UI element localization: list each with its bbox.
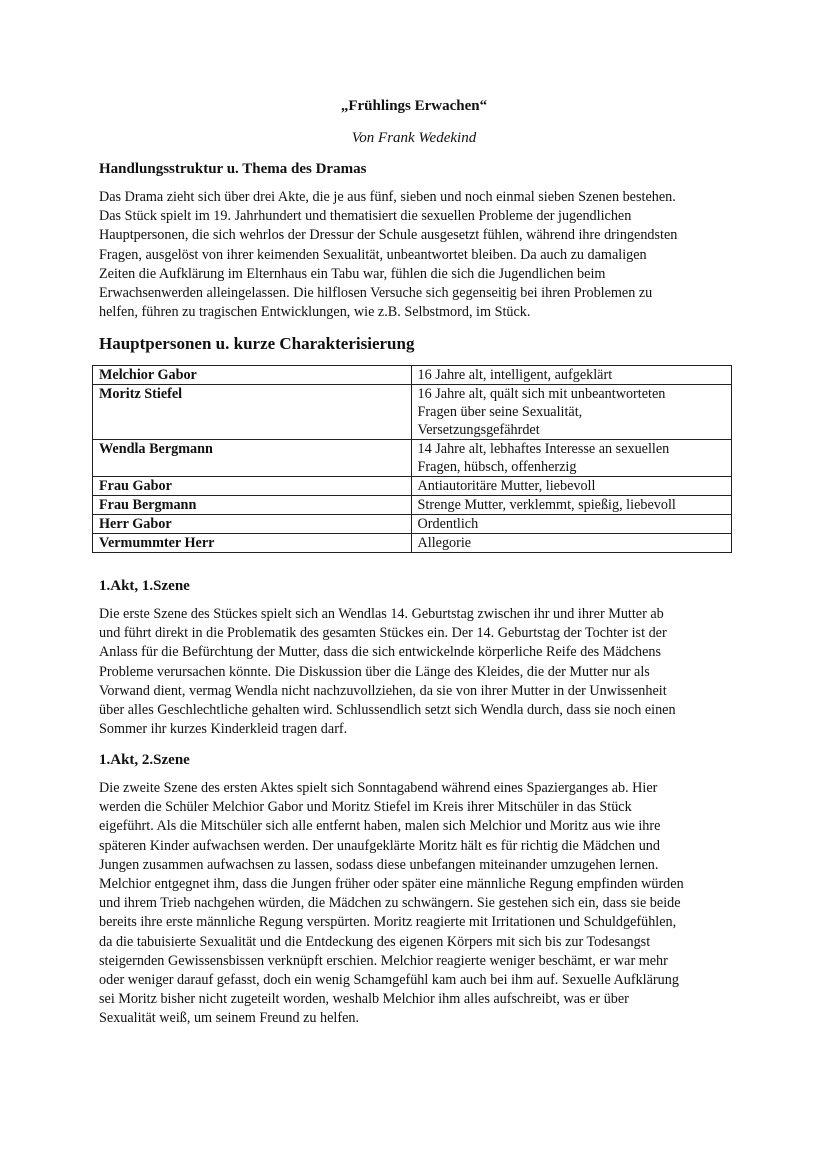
character-name: Wendla Bergmann — [93, 440, 412, 477]
text-line: Jungen zusammen aufwachsen zu lassen, sodass diese unbefangen miteinander umzugehen lernen. — [99, 856, 659, 873]
character-name: Melchior Gabor — [93, 366, 412, 385]
text-line: helfen, führen zu tragischen Entwicklungen, wie z.B. Selbstmord, im Stück. — [99, 304, 531, 321]
description-line: 14 Jahre alt, lebhaftes Interesse an sexuellen — [417, 441, 670, 457]
character-description — [411, 477, 731, 496]
character-name: Vermummter Herr — [93, 534, 412, 553]
description-line: 16 Jahre alt, quält sich mit unbeantworteten — [417, 386, 666, 402]
characters-table — [92, 365, 732, 553]
table-row — [93, 477, 732, 496]
character-name: Herr Gabor — [93, 515, 412, 534]
document-title: „Frühlings Erwachen“ — [340, 98, 488, 114]
text-line: Erwachsenwerden alleingelassen. Die hilflosen Versuche sich gegenseitig bei ihren Problemen zu — [99, 285, 653, 302]
text-line: Anlass für die Befürchtung der Mutter, dass die sich entwickelnde körperliche Reife des Mädchens — [99, 644, 662, 661]
paragraph-plot-structure — [99, 188, 739, 322]
text-line: steigernden Gewissensbissen verknüpft erschien. Melchior reagierte weniger beschämt, er war mehr — [99, 952, 668, 969]
character-description — [411, 385, 731, 440]
character-description — [411, 440, 731, 477]
description-line: 16 Jahre alt, intelligent, aufgeklärt — [417, 367, 613, 383]
table-row — [93, 515, 732, 534]
paragraph-act1-scene1 — [99, 605, 739, 739]
description-line: Antiautoritäre Mutter, liebevoll — [417, 478, 596, 494]
text-line: Fragen, ausgelöst von ihrer keimenden Sexualität, unbeantwortet bleiben. Da auch zu damaligen — [99, 246, 647, 263]
description-line: Strenge Mutter, verklemmt, spießig, liebevoll — [417, 497, 676, 513]
description-line: Versetzungsgefährdet — [417, 422, 540, 438]
character-description — [411, 496, 731, 515]
heading-act1-scene1: 1.Akt, 1.Szene — [99, 578, 190, 594]
text-line: über alles Geschlechtliche gehalten wird. Schlussendlich setzt sich Wendla durch, dass sie noch einen — [99, 702, 676, 719]
text-line: bereits ihre erste männliche Regung verspürten. Moritz reagierte mit Irritationen und Schuldgefühlen, — [99, 914, 677, 931]
text-line: Probleme verursachen könnte. Die Diskussion über die Länge des Kleides, die der Mutter nur als — [99, 663, 650, 680]
text-line: Das Drama zieht sich über drei Akte, die je aus fünf, sieben und noch einmal sieben Szenen bestehen. — [99, 189, 676, 205]
text-line: eigeführt. Als die Mitschüler sich alle entfernt haben, malen sich Melchior und Moritz aus wie ihre — [99, 818, 661, 835]
text-line: Die erste Szene des Stückes spielt sich an Wendlas 14. Geburtstag zwischen ihr und ihrer Mutter ab — [99, 606, 664, 622]
paragraph-act1-scene2 — [99, 779, 739, 1029]
description-line: Fragen, hübsch, offenherzig — [417, 459, 577, 475]
text-line: Hauptpersonen, die sich wehrlos der Dressur der Schule ausgesetzt fühlen, während ihre dringendsten — [99, 227, 678, 244]
text-line: da die tabuisierte Sexualität und die Entdeckung des eigenen Körpers mit sich bis zur Todesangst — [99, 933, 651, 950]
heading-act1-scene2: 1.Akt, 2.Szene — [99, 752, 190, 768]
text-line: Die zweite Szene des ersten Aktes spielt sich Sonntagabend während eines Spazierganges ab. Hier — [99, 780, 658, 796]
character-description — [411, 515, 731, 534]
heading-characters: Hauptpersonen u. kurze Charakterisierung — [99, 334, 415, 353]
character-name: Frau Gabor — [93, 477, 412, 496]
text-line: und ihrem Trieb nachgehen würden, die Mädchen zu schwängern. Sie gestehen sich ein, dass sie beide — [99, 895, 681, 912]
text-line: Melchior entgegnet ihm, dass die Jungen früher oder später eine männliche Regung empfinden würden — [99, 876, 684, 893]
text-line: Sommer ihr kurzes Kinderkleid tragen darf. — [99, 721, 348, 738]
description-line: Fragen über seine Sexualität, — [417, 404, 583, 420]
character-name: Moritz Stiefel — [93, 385, 412, 440]
heading-plot-structure: Handlungsstruktur u. Thema des Dramas — [99, 161, 367, 177]
text-line: Zeiten die Aufklärung im Elternhaus ein Tabu war, fühlen die sich die Jugendlichen beim — [99, 265, 606, 282]
text-line: späteren Kinder aufwachsen werden. Der unaufgeklärte Moritz hält es für richtig die Mädchen und — [99, 837, 660, 854]
text-line: werden die Schüler Melchior Gabor und Moritz Stiefel im Kreis ihrer Mitschüler in das Stück — [99, 799, 632, 816]
text-line: oder weniger darauf gefasst, doch ein wenig Schamgefühl kam auch bei ihm auf. Sexuelle Aufklärung — [99, 972, 679, 989]
text-line: Sexualität weiß, um seinem Freund zu helfen. — [99, 1010, 360, 1027]
table-row — [93, 534, 732, 553]
character-description — [411, 366, 731, 385]
table-row — [93, 366, 732, 385]
document-subtitle-author: Von Frank Wedekind — [351, 130, 477, 146]
text-line: und führt direkt in die Problematik des gesamten Stückes ein. Der 14. Geburtstag der Tochter ist der — [99, 625, 667, 642]
table-row — [93, 385, 732, 440]
text-line: sei Moritz bisher nicht zugeteilt worden, weshalb Melchior ihm alles aufschreibt, was er über — [99, 991, 629, 1008]
character-description — [411, 534, 731, 553]
description-line: Ordentlich — [417, 516, 479, 532]
text-line: Das Stück spielt im 19. Jahrhundert und thematisiert die sexuellen Probleme der jugendlichen — [99, 208, 632, 225]
character-name: Frau Bergmann — [93, 496, 412, 515]
text-line: Vorwand dient, vermag Wendla nicht nachzuvollziehen, da sie von ihrer Mutter in der Unwissenheit — [99, 682, 667, 699]
table-row — [93, 496, 732, 515]
description-line: Allegorie — [417, 535, 472, 551]
table-row — [93, 440, 732, 477]
